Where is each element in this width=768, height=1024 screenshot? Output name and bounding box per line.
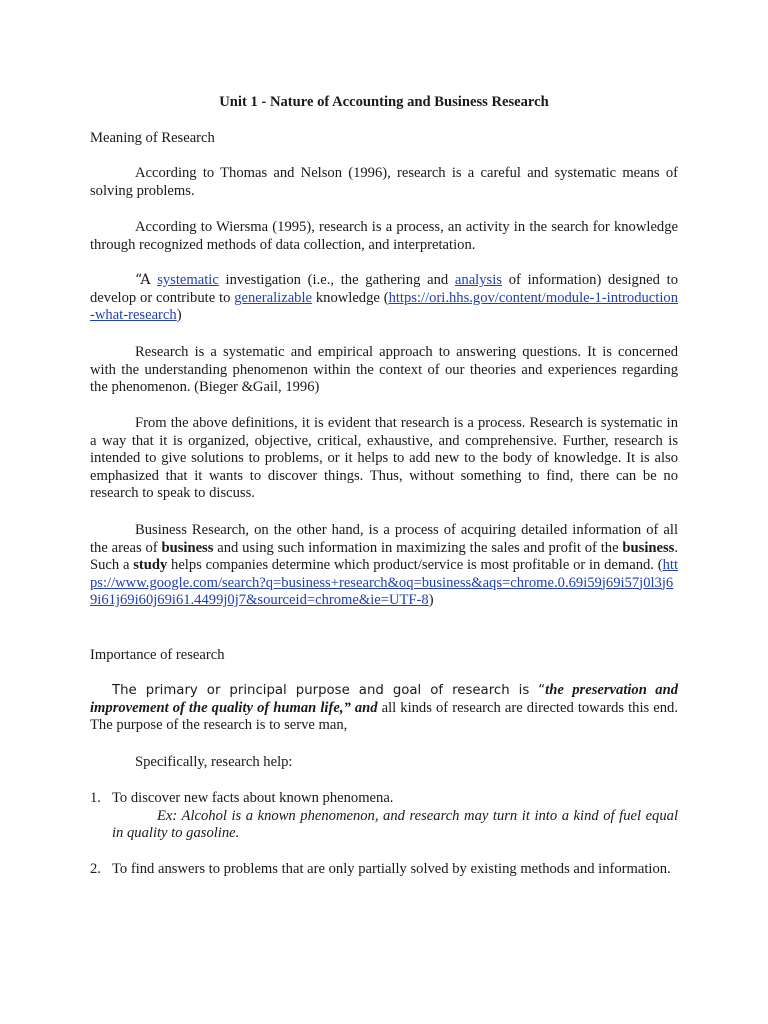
bold-business-1: business xyxy=(161,539,214,556)
list-number: 2. xyxy=(90,861,101,877)
document-title: Unit 1 - Nature of Accounting and Business Research xyxy=(219,94,549,110)
business-text-3: . Such a xyxy=(90,539,678,573)
bold-study: study xyxy=(133,557,168,573)
bold-business-2: business xyxy=(622,539,675,556)
list-item xyxy=(90,861,678,879)
link-generalizable[interactable]: generalizable xyxy=(234,289,312,306)
heading-meaning-of-research: Meaning of Research xyxy=(90,130,215,146)
link-systematic[interactable]: systematic xyxy=(157,272,219,288)
paragraph-definitions-summary: From the above definitions, it is evident that research is a process. Research is systematic in a way that it is organized, objective, critical, exhaustive, and comprehensive. Further, research is intended to give solutions to problems, or it helps to add new to the body of knowledge. It is also emphasized that it wants to discover things. Thus, without something to find, there can be no research to speak to discuss. xyxy=(90,415,678,501)
list-item xyxy=(90,790,678,843)
paragraph-systematic-empirical: Research is a systematic and empirical approach to answering questions. It is concerned with the understanding phenomenon within the context of our theories and experiences regarding the phenomenon. (Bieger &Gail, 1996) xyxy=(90,344,678,395)
link-analysis[interactable]: analysis xyxy=(454,272,502,288)
quote-open: “A xyxy=(135,272,151,288)
paragraph-wiersma: According to Wiersma (1995), research is a process, an activity in the search for knowledge through recognized methods of data collection, and interpretation. xyxy=(90,219,678,253)
business-text-4: helps companies determine which product/service is most profitable or in demand. xyxy=(171,557,654,573)
quote-text-2: of information) designed to develop or contribute to xyxy=(90,272,679,306)
business-text-2: and using such information in maximizing the sales and profit of the xyxy=(217,539,619,556)
quote-text-3: knowledge ( xyxy=(315,289,389,306)
purpose-text-1: The primary or principal purpose and goal of research is “ xyxy=(112,683,546,698)
quote-text-1: investigation (i.e., the gathering and xyxy=(225,272,449,288)
purpose-text-2: all kinds of research are directed towards this end. The purpose of the research is to serve man, xyxy=(90,699,678,733)
list-item-text: To find answers to problems that are only partially solved by existing methods and information. xyxy=(112,861,671,877)
paragraph-business-research xyxy=(90,522,678,610)
paragraph-ori-quote xyxy=(90,272,678,325)
list-item-example: Ex: Alcohol is a known phenomenon, and research may turn it into a kind of fuel equal in quality to gasoline. xyxy=(112,807,678,841)
list-number: 1. xyxy=(90,790,101,806)
open-paren: ( xyxy=(657,557,663,573)
paragraph-specifically: Specifically, research help: xyxy=(135,754,293,770)
link-google-search[interactable]: https://www.google.com/search?q=business+research&oq=business&aqs=chrome.0.69i59j69i57j0l3j69i61j69i60j69i61.4499j0j7&sourceid=chrome&ie=UTF-8 xyxy=(90,557,678,608)
business-text-1: Business Research, on the other hand, is a process of acquiring detailed information of all the areas of xyxy=(90,522,678,556)
heading-importance-of-research: Importance of research xyxy=(90,647,225,663)
list-item-text: To discover new facts about known phenomena. xyxy=(112,790,394,806)
paragraph-primary-purpose xyxy=(90,682,678,735)
bold-italic-preservation: the preservation and improvement of the quality of human life,” and xyxy=(90,682,678,716)
close-paren: ) xyxy=(428,592,434,608)
link-ori-hhs[interactable]: https://ori.hhs.gov/content/module-1-introduction-what-research xyxy=(90,289,678,323)
quote-text-4: ) xyxy=(176,307,182,323)
paragraph-thomas-nelson: According to Thomas and Nelson (1996), research is a careful and systematic means of solving problems. xyxy=(90,165,678,199)
